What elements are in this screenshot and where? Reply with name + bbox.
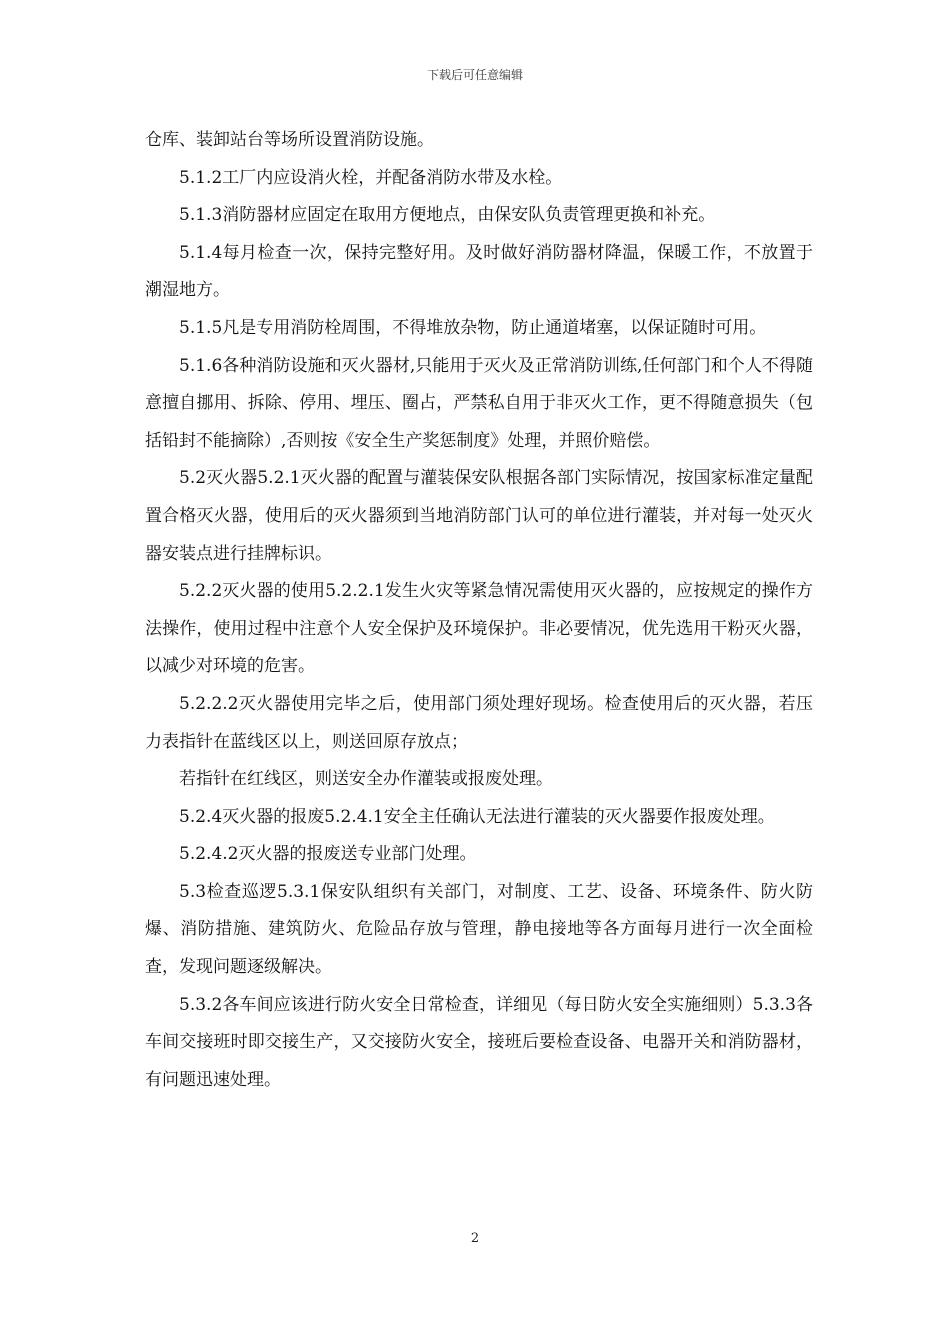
paragraph: 5.1.5凡是专用消防栓周围，不得堆放杂物，防止通道堵塞，以保证随时可用。 — [179, 317, 767, 338]
paragraph: 5.3检查巡逻5.3.1保安队组织有关部门，对制度、工艺、设备、环境条件、防火防爆、消防措施、建筑防火、危险品存放与管理，静电接地等各方面每月进行一次全面检查，发现问题逐级解决。 — [145, 881, 813, 978]
paragraph: 5.1.2工厂内应设消火栓，并配备消防水带及水栓。 — [179, 167, 563, 188]
paragraph: 5.2.2灭火器的使用5.2.2.1发生火灾等紧急情况需使用灭火器的，应按规定的操作方法操作，使用过程中注意个人安全保护及环境保护。非必要情况，优先选用干粉灭火器，以减少对环境的危害。 — [145, 581, 813, 677]
paragraph: 5.3.2各车间应该进行防火安全日常检查，详细见（每日防火安全实施细则）5.3.3各车间交接班时即交接生产，又交接防火安全，接班后要检查设备、电器开关和消防器材，有问题迅速处理。 — [145, 994, 813, 1090]
paragraph: 5.1.3消防器材应固定在取用方便地点，由保安队负责管理更换和补充。 — [179, 205, 716, 226]
paragraph: 5.2.4.2灭火器的报废送专业部门处理。 — [179, 844, 477, 865]
paragraph: 仓库、装卸站台等场所设置消防设施。 — [145, 130, 434, 150]
page-header: 下载后可任意编辑 — [426, 68, 523, 82]
paragraph: 5.2.4灭火器的报废5.2.4.1安全主任确认无法进行灌装的灭火器要作报废处理。 — [179, 806, 775, 827]
paragraph: 5.1.6各种消防设施和灭火器材,只能用于灭火及正常消防训练,任何部门和个人不得随意擅自挪用、拆除、停用、埋压、圈占，严禁私自用于非灭火工作，更不得随意损失（包括铅封不能摘除）,否则按《安全生产奖惩制度》处理，并照价赔偿。 — [145, 355, 813, 451]
paragraph: 5.1.4每月检查一次，保持完整好用。及时做好消防器材降温，保暖工作，不放置于潮湿地方。 — [145, 242, 813, 301]
paragraph: 若指针在红线区，则送安全办作灌装或报废处理。 — [179, 769, 553, 790]
paragraph: 5.2灭火器5.2.1灭火器的配置与灌装保安队根据各部门实际情况，按国家标准定量配置合格灭火器，使用后的灭火器须到当地消防部门认可的单位进行灌装，并对每一处灭火器安装点进行挂牌标识。 — [145, 468, 813, 564]
page-number: 2 — [470, 1231, 480, 1246]
document-body — [145, 122, 813, 1099]
paragraph: 5.2.2.2灭火器使用完毕之后，使用部门须处理好现场。检查使用后的灭火器，若压力表指针在蓝线区以上，则送回原存放点； — [145, 693, 813, 752]
